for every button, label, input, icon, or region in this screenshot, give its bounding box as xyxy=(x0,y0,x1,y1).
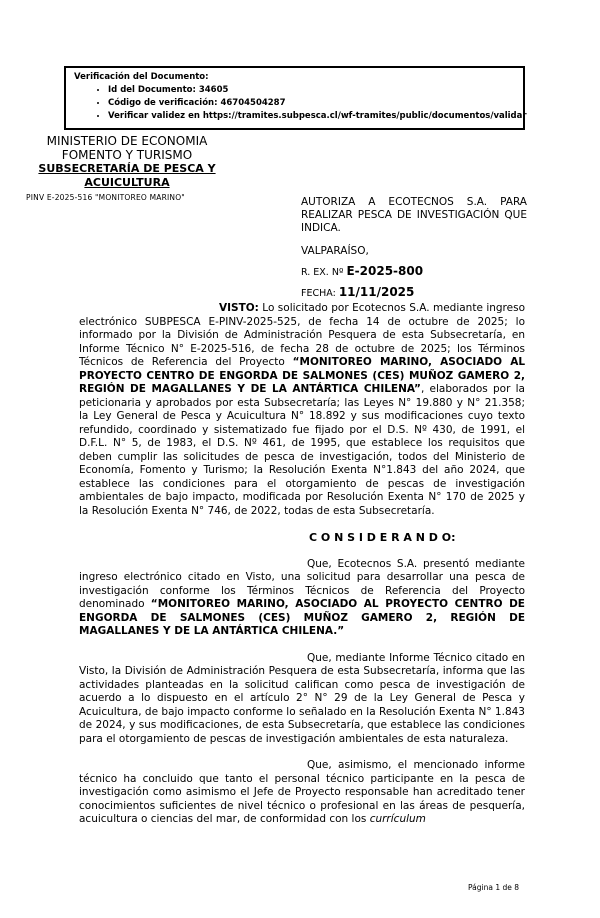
resolution-title-block xyxy=(301,196,527,300)
page-number-indicator: Página 1 de 8 xyxy=(468,883,520,892)
verification-title: Verificación del Documento: xyxy=(74,72,209,82)
date-value: 11/11/2025 xyxy=(338,285,415,300)
subsecretaria-line1: SUBSECRETARÍA DE PESCA Y xyxy=(38,162,216,175)
visto-paragraph: VISTO: Lo solicitado por Ecotecnos S.A. mediante ingreso electrónico SUBPESCA E-PINV-2025-525, de fecha 14 de octubre de 2025; lo informado por la División de Administración Pesquera de esta Subsecretaría, en Informe Técnico N° E-2025-516, de fecha 28 de octubre de 2025; los Términos Técnicos de Referencia del Proyecto “MONITOREO MARINO, ASOCIADO AL PROYECTO CENTRO DE ENGORDA DE SALMONES (CES) MUÑOZ GAMERO 2, REGIÓN DE MAGALLANES Y DE LA ANTÁRTICA CHILENA”, elaborados por la peticionaria y aprobados por esta Subsecretaría; las Leyes N° 19.880 y N° 21.358; la Ley General de Pesca y Acuicultura N° 18.892 y sus modificaciones cuyo texto refundido, coordinado y sistematizado fue fijado por el D.S. Nº 430, de 1991, el D.F.L. N° 5, de 1983, el D.S. Nº 461, de 1995, que establece los requisitos que deben cumplir las solicitudes de pesca de investigación, todos del Ministerio de Economía, Fomento y Turismo; la Resolución Exenta N°1.843 del año 2024, que establece las condiciones para el otorgamiento de pescas de investigación ambientales de bajo impacto, modificada por Resolución Exenta N° 170 de 2025 y la Resolución Exenta N° 746, de 2022, todas de esta Subsecretaría. xyxy=(79,302,526,517)
verification-item-document-id: • Id del Documento: 34605 xyxy=(108,84,517,97)
city-line: VALPARAÍSO, xyxy=(301,244,369,257)
considerando-paragraph-2: Que, mediante Informe Técnico citado en Visto, la División de Administración Pesquera de esta Subsecretaría, informa que las actividades planteadas en la solicitud califican como pesca de investigación de acuerdo a lo dispuesto en el artículo 2° N° 29 de la Ley General de Pesca y Acuicultura, de bajo impacto conforme lo señalado en la Resolución Exenta N° 1.843 de 2024, y sus modificaciones, de esta Subsecretaría, que establece las condiciones para el otorgamiento de pescas de investigación ambientales de esta naturaleza. xyxy=(79,651,525,745)
resolution-number-label: R. EX. Nº xyxy=(301,266,344,278)
verification-list xyxy=(74,84,527,123)
verification-item-code: • Código de verificación: 46704504287 xyxy=(108,97,517,110)
considerando-paragraph-3: Que, asimismo, el mencionado informe técnico ha concluido que tanto el personal técnico participante en la pesca de investigación como asimismo el Jefe de Proyecto responsable han acreditado tener conocimientos suficientes de nivel técnico o profesional en las áreas de pesquería, acuicultura o ciencias del mar, de conformidad con los currículum xyxy=(79,759,525,825)
subsecretaria-line2: ACUICULTURA xyxy=(84,175,170,189)
ministry-name-line1: MINISTERIO DE ECONOMIA xyxy=(46,134,208,148)
date-line xyxy=(301,286,527,300)
ministry-name-line2: FOMENTO Y TURISMO xyxy=(61,147,193,162)
considerando-heading: C O N S I D E R A N D O: xyxy=(309,531,456,544)
considerando-paragraph-1: Que, Ecotecnos S.A. presentó mediante ingreso electrónico citado en Visto, una solicitud para desarrollar una pesca de investigación conforme los Términos Técnicos de Referencia del Proyecto denominado “MONITOREO MARINO, ASOCIADO AL PROYECTO CENTRO DE ENGORDA DE SALMONES (CES) MUÑOZ GAMERO 2, REGIÓN DE MAGALLANES Y DE LA ANTÁRTICA CHILENA.” xyxy=(79,557,525,637)
resolution-subject: AUTORIZA A ECOTECNOS S.A. PARA REALIZAR PESCA DE INVESTIGACIÓN QUE INDICA. xyxy=(301,196,527,235)
resolution-number-value: E-2025-800 xyxy=(346,263,424,278)
resolution-body xyxy=(79,302,525,840)
verification-item-url: • Verificar validez en https://tramites.subpesca.cl/wf-tramites/public/documentos/validar xyxy=(108,110,517,123)
date-label: FECHA: xyxy=(301,288,336,300)
resolution-number-line xyxy=(301,265,527,279)
project-reference: PINV E-2025-516 "MONITOREO MARINO" xyxy=(26,193,185,202)
verification-box xyxy=(64,66,525,130)
letterhead xyxy=(26,135,228,205)
